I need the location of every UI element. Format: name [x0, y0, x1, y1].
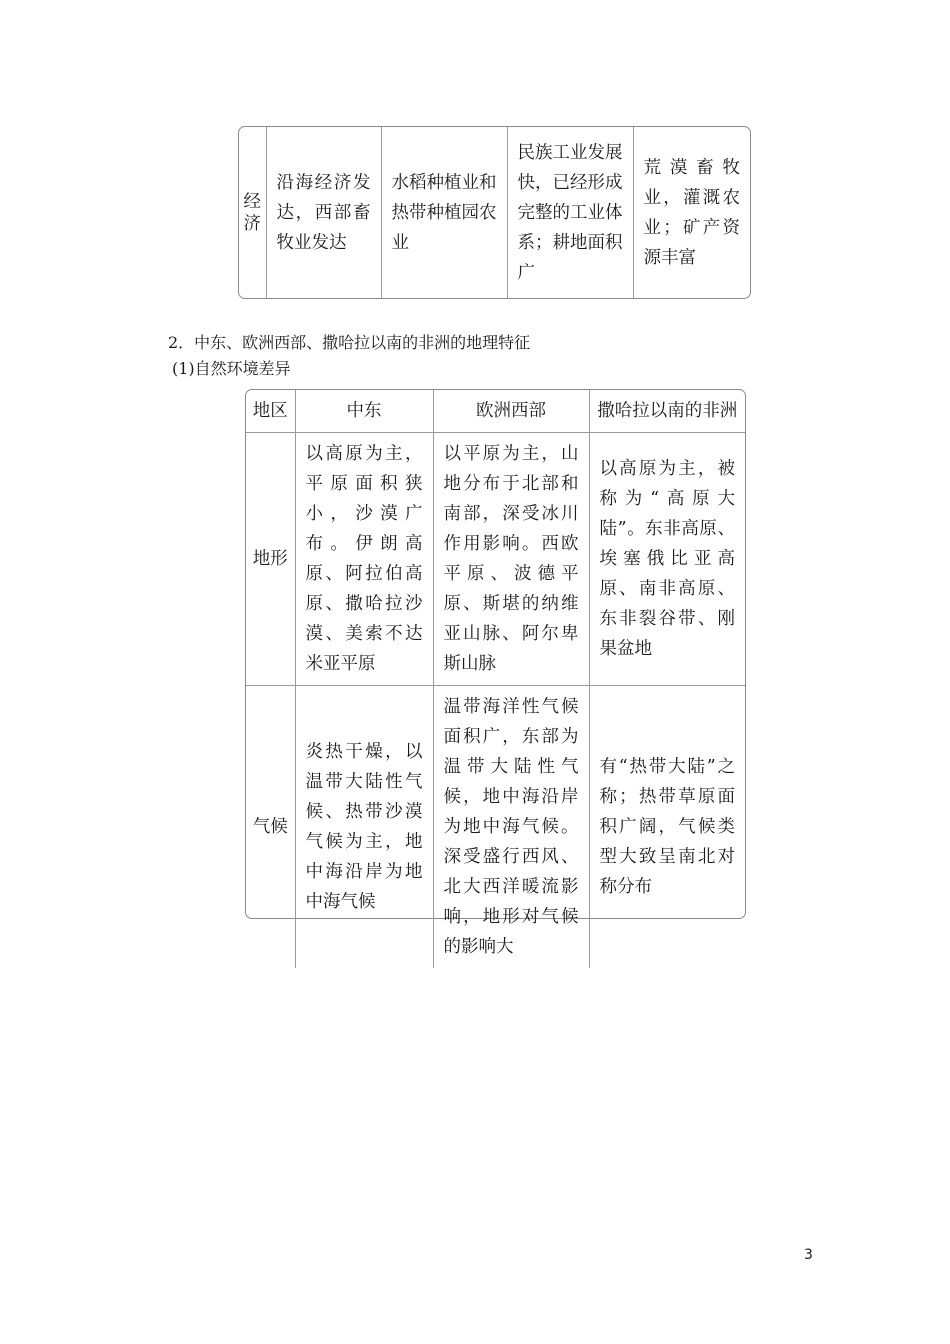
section-heading: 2．中东、欧洲西部、撒哈拉以南的非洲的地理特征 — [168, 333, 531, 352]
natural-environment-table — [245, 389, 746, 957]
row-label-economy: 经济 — [239, 127, 266, 298]
table-cell: 民族工业发展快，已经形成完整的工业体系；耕地面积广 — [507, 127, 633, 298]
table-header-row — [246, 390, 745, 433]
column-header: 欧洲西部 — [433, 390, 589, 433]
table-cell: 炎热干燥，以温带大陆性气候、热带沙漠气候为主，地中海沿岸为地中海气候 — [295, 686, 433, 969]
economy-table — [238, 126, 751, 299]
column-header: 撒哈拉以南的非洲 — [589, 390, 745, 433]
table-cell: 荒漠畜牧业，灌溉农业；矿产资源丰富 — [633, 127, 750, 298]
table-row — [246, 686, 745, 969]
table-cell: 水稻种植业和热带种植园农业 — [381, 127, 507, 298]
table-cell: 有“热带大陆”之称；热带草原面积广阔，气候类型大致呈南北对称分布 — [589, 686, 745, 969]
row-label-terrain: 地形 — [246, 433, 295, 686]
page-number: 3 — [804, 1247, 813, 1263]
column-header: 中东 — [295, 390, 433, 433]
table-cell: 以平原为主，山地分布于北部和南部，深受冰川作用影响。西欧平原、波德平原、斯堪的纳维亚山脉、阿尔卑斯山脉 — [433, 433, 589, 686]
table-cell: 以高原为主，平原面积狭小，沙漠广布。伊朗高原、阿拉伯高原、撒哈拉沙漠、美索不达米亚平原 — [295, 433, 433, 686]
table-cell: 沿海经济发达，西部畜牧业发达 — [266, 127, 381, 298]
table-row — [239, 127, 750, 298]
table-cell: 温带海洋性气候面积广，东部为温带大陆性气候，地中海沿岸为地中海气候。深受盛行西风、北大西洋暖流影响，地形对气候的影响大 — [433, 686, 589, 969]
row-label-climate: 气候 — [246, 686, 295, 969]
column-header: 地区 — [246, 390, 295, 433]
table-row — [246, 433, 745, 686]
section-subheading: (1)自然环境差异 — [172, 359, 291, 378]
table-cell: 以高原为主，被称为“高原大陆”。东非高原、埃塞俄比亚高原、南非高原、东非裂谷带、刚果盆地 — [589, 433, 745, 686]
